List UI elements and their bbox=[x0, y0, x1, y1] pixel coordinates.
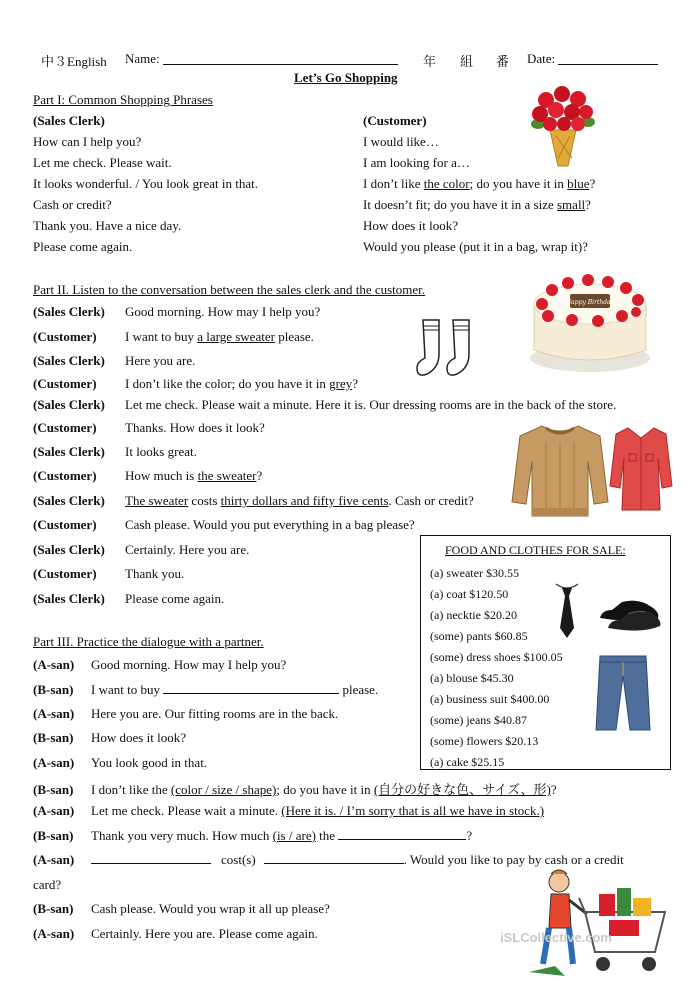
name-label: Name: bbox=[125, 51, 160, 66]
blouse-icon bbox=[610, 426, 672, 510]
sweater-icon bbox=[512, 422, 608, 518]
practice-line: (B-san) Cash please. Would you wrap it all up please? bbox=[33, 901, 330, 916]
part1-heading: Part I: Common Shopping Phrases bbox=[33, 92, 213, 107]
date-field[interactable] bbox=[558, 64, 658, 65]
clerk-heading: (Sales Clerk) bbox=[33, 113, 105, 128]
sale-item: (a) blouse $45.30 bbox=[430, 671, 514, 685]
socks-icon bbox=[415, 318, 487, 380]
dialogue-line: (Customer) Thank you. bbox=[33, 566, 185, 581]
nen-label: 年 bbox=[423, 54, 437, 69]
clerk-phrase: It looks wonderful. / You look great in that. bbox=[33, 176, 258, 191]
customer-phrase: How does it look? bbox=[363, 218, 458, 233]
sale-item: (some) flowers $20.13 bbox=[430, 734, 539, 748]
clerk-phrase: Thank you. Have a nice day. bbox=[33, 218, 182, 233]
date-label: Date: bbox=[527, 51, 556, 66]
dialogue-line: (Sales Clerk) Here you are. bbox=[33, 353, 196, 368]
sale-item: (a) coat $120.50 bbox=[430, 587, 509, 601]
dialogue-line: (Customer) Cash please. Would you put everything in a bag please? bbox=[33, 517, 415, 532]
shopper-cart-icon bbox=[525, 868, 675, 984]
practice-line: (A-san) Certainly. Here you are. Please come again. bbox=[33, 926, 318, 941]
ban-label: 番 bbox=[496, 54, 510, 69]
blank-price[interactable] bbox=[264, 852, 404, 864]
dialogue-line: (Customer) I want to buy a large sweater please. bbox=[33, 329, 314, 344]
practice-line: (A-san) Let me check. Please wait a minute. (Here it is. / I’m sorry that is all we have in stock.) bbox=[33, 803, 545, 818]
sale-item: (a) necktie $20.20 bbox=[430, 608, 517, 622]
sale-item: (a) sweater $30.55 bbox=[430, 566, 519, 580]
customer-phrase: I would like… bbox=[363, 134, 439, 149]
sale-item: (some) pants $60.85 bbox=[430, 629, 528, 643]
dialogue-line: (Customer) Thanks. How does it look? bbox=[33, 420, 265, 435]
part3-heading: Part III. Practice the dialogue with a partner. bbox=[33, 634, 264, 649]
clerk-phrase: Let me check. Please wait. bbox=[33, 155, 172, 170]
practice-line: (A-san) Here you are. Our fitting rooms are in the back. bbox=[33, 706, 339, 721]
grade-label: 中３English bbox=[41, 54, 107, 69]
sale-heading: FOOD AND CLOTHES FOR SALE: bbox=[445, 543, 626, 557]
practice-line: (B-san) How does it look? bbox=[33, 730, 186, 745]
cake-icon bbox=[528, 270, 652, 374]
cake-label: Happy Birthday bbox=[565, 299, 615, 306]
practice-line: (A-san) Good morning. How may I help you? bbox=[33, 657, 287, 672]
dialogue-line: (Sales Clerk) Please come again. bbox=[33, 591, 225, 606]
practice-line: (B-san) I want to buy please. bbox=[33, 682, 379, 697]
dialogue-line: (Sales Clerk) Good morning. How may I help you? bbox=[33, 304, 321, 319]
practice-line: (B-san) I don’t like the (color / size / shape); do you have it in (自分の好きな色、サイズ、形)? bbox=[33, 782, 557, 797]
sale-item: (some) dress shoes $100.05 bbox=[430, 650, 563, 664]
practice-line: (A-san) cost(s) . Would you like to pay by cash or a credit bbox=[33, 852, 624, 867]
dress-shoes-icon bbox=[598, 588, 662, 634]
flowers-icon bbox=[528, 86, 598, 168]
sale-box bbox=[420, 535, 671, 770]
part2-heading: Part II. Listen to the conversation between the sales clerk and the customer. bbox=[33, 282, 426, 297]
dialogue-line: (Customer) How much is the sweater? bbox=[33, 468, 263, 483]
practice-line: (A-san) You look good in that. bbox=[33, 755, 208, 770]
customer-phrase: I am looking for a… bbox=[363, 155, 470, 170]
dialogue-line: (Sales Clerk) The sweater costs thirty dollars and fifty five cents. Cash or credit? bbox=[33, 493, 474, 508]
blank-item[interactable] bbox=[163, 682, 339, 694]
necktie-icon bbox=[552, 582, 582, 640]
practice-line: card? bbox=[33, 877, 62, 892]
watermark: iSLCollective.com bbox=[500, 930, 612, 945]
clerk-phrase: Please come again. bbox=[33, 239, 133, 254]
clerk-phrase: How can I help you? bbox=[33, 134, 142, 149]
dialogue-line: (Sales Clerk) It looks great. bbox=[33, 444, 197, 459]
clerk-phrase: Cash or credit? bbox=[33, 197, 112, 212]
customer-phrase: I don’t like the color; do you have it in blue? bbox=[363, 176, 596, 191]
practice-line: (B-san) Thank you very much. How much (is / are) the ? bbox=[33, 828, 473, 843]
kumi-label: 組 bbox=[460, 54, 474, 69]
dialogue-line: (Sales Clerk) Certainly. Here you are. bbox=[33, 542, 250, 557]
dialogue-line: (Sales Clerk) Let me check. Please wait a minute. Here it is. Our dressing rooms are in the back of the store. bbox=[33, 397, 617, 412]
customer-phrase: It doesn’t fit; do you have it in a size small? bbox=[363, 197, 591, 212]
blank-item[interactable] bbox=[338, 828, 466, 840]
dialogue-line: (Customer) I don’t like the color; do you have it in grey? bbox=[33, 376, 358, 391]
blank-item[interactable] bbox=[91, 852, 211, 864]
jeans-icon bbox=[594, 654, 652, 732]
name-field[interactable] bbox=[163, 64, 398, 65]
customer-heading: (Customer) bbox=[363, 113, 427, 128]
sale-item: (some) jeans $40.87 bbox=[430, 713, 527, 727]
sale-item: (a) cake $25.15 bbox=[430, 755, 505, 769]
page-title: Let’s Go Shopping bbox=[294, 70, 398, 85]
customer-phrase: Would you please (put it in a bag, wrap it)? bbox=[363, 239, 588, 254]
sale-item: (a) business suit $400.00 bbox=[430, 692, 550, 706]
